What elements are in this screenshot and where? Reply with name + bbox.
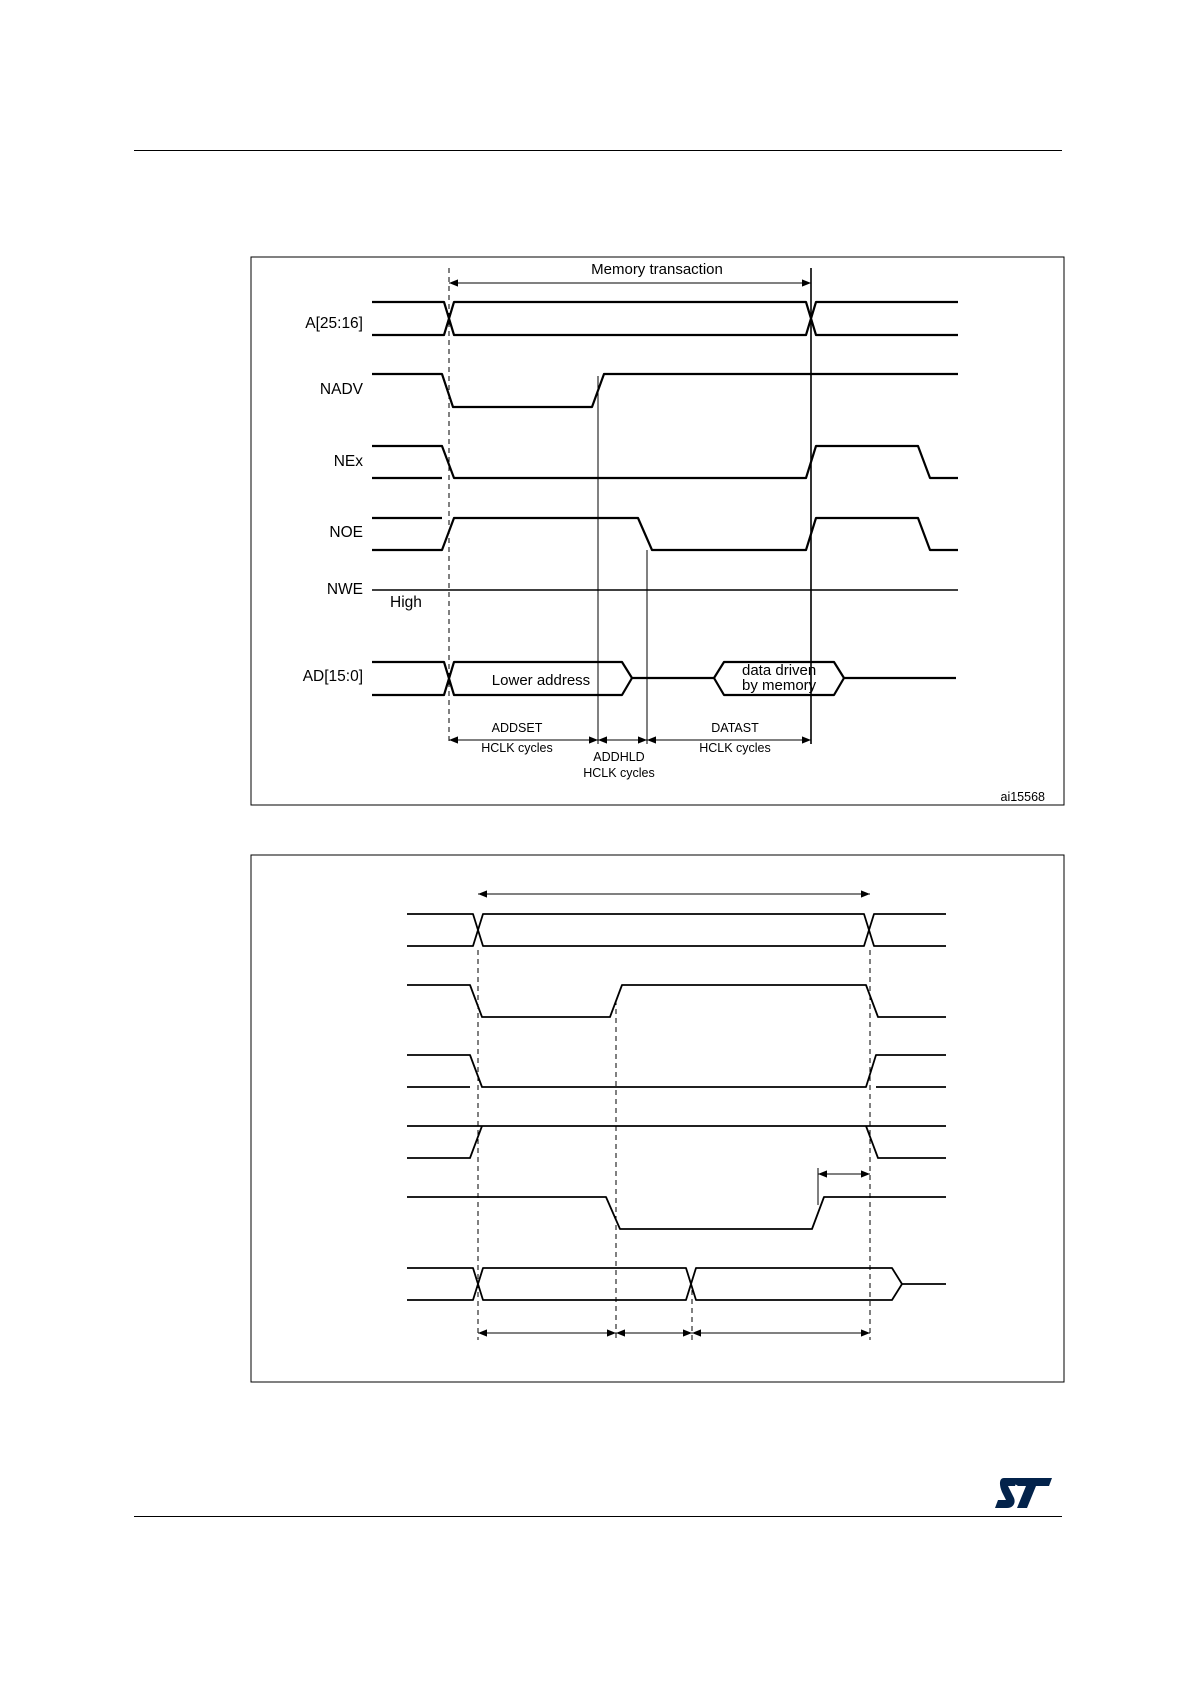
signal-label-nwe: NWE	[326, 581, 363, 598]
signal-label-nex: NEx	[333, 453, 363, 470]
signal-label-a: A[25:16]	[305, 315, 363, 332]
figure-id-label: ai15568	[1000, 790, 1045, 804]
nwe-high-label: High	[390, 594, 422, 611]
waveform-nwe	[407, 1197, 946, 1229]
waveform-nadv	[407, 985, 946, 1017]
waveform-ad	[407, 1268, 946, 1300]
waveform-a	[372, 302, 958, 335]
waveform-ad	[372, 662, 956, 695]
addset-cycles-label: HCLK cycles	[481, 741, 553, 755]
addhld-label: ADDHLD	[593, 750, 645, 764]
signal-label-noe: NOE	[329, 524, 363, 541]
figure-1-frame	[251, 257, 1064, 805]
waveform-nadv	[372, 374, 958, 407]
datast-label: DATAST	[711, 721, 759, 735]
lower-address-label: Lower address	[491, 672, 591, 689]
memory-transaction-label: Memory transaction	[591, 261, 723, 278]
data-driven-label-2: by memory	[742, 677, 817, 694]
figure-2-frame	[251, 855, 1064, 1382]
signal-label-ad: AD[15:0]	[302, 668, 363, 685]
figure-2	[251, 855, 1064, 1382]
waveform-address	[407, 914, 946, 946]
st-logo-icon	[994, 1476, 1054, 1510]
datast-cycles-label: HCLK cycles	[699, 741, 771, 755]
waveform-nex	[372, 446, 958, 478]
waveform-noe	[372, 518, 958, 550]
waveform-nex	[407, 1055, 946, 1087]
signal-label-nadv: NADV	[319, 381, 363, 398]
waveform-noe	[407, 1126, 946, 1158]
addhld-cycles-label: HCLK cycles	[583, 766, 655, 780]
figure-1	[251, 257, 1064, 805]
data-driven-label-1: data driven	[742, 662, 817, 679]
addset-label: ADDSET	[491, 721, 543, 735]
